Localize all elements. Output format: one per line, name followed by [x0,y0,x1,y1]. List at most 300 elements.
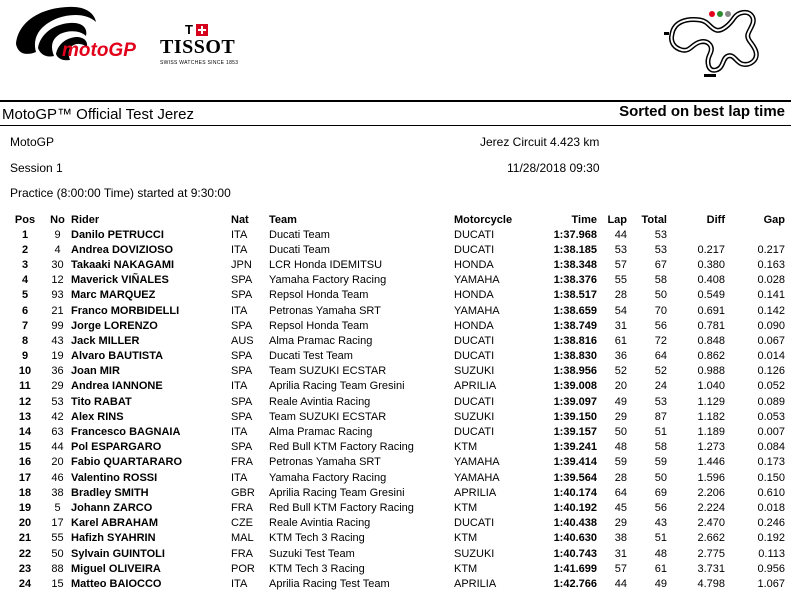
lap-cell: 20 [614,380,627,393]
motorcycle-cell: KTM [454,562,478,575]
nat-cell: SPA [231,441,253,454]
motorcycle-cell: DUCATI [454,334,495,347]
gap-cell: 0.007 [757,426,785,439]
team-cell: Reale Avintia Racing [269,517,371,530]
number-cell: 20 [51,456,64,469]
diff-cell: 2.206 [697,486,725,499]
team-cell: Ducati Team [269,228,330,241]
lap-cell: 53 [614,243,627,256]
category-label: MotoGP [10,135,55,149]
number-cell: 55 [51,532,64,545]
diff-cell: 2.470 [697,517,725,530]
number-cell: 21 [51,304,64,317]
number-cell: 36 [51,365,64,378]
diff-cell: 0.691 [697,304,725,317]
gap-cell: 0.246 [757,517,785,530]
rider-cell: Francesco BAGNAIA [71,426,181,439]
rider-cell: Alex RINS [71,410,124,423]
pos-cell: 5 [21,289,29,302]
pos-cell: 4 [21,274,29,287]
pos-cell: 9 [21,350,29,363]
gap-cell: 0.610 [757,486,785,499]
lap-cell: 44 [614,577,627,590]
team-cell: KTM Tech 3 Racing [269,562,365,575]
time-cell: 1:38.185 [553,243,597,256]
title-top-rule [0,100,791,102]
nat-cell: GBR [231,486,255,499]
circuit-label: Jerez Circuit 4.423 km [480,135,600,149]
number-cell: 46 [51,471,64,484]
time-cell: 1:41.699 [553,562,597,575]
number-cell: 12 [51,274,64,287]
number-cell: 88 [51,562,64,575]
rider-cell: Johann ZARCO [71,501,153,514]
rider-cell: Joan MIR [71,365,120,378]
rider-cell: Takaaki NAKAGAMI [71,258,175,271]
col-gap: Gap [763,214,785,226]
lap-cell: 59 [614,456,627,469]
number-cell: 63 [51,426,64,439]
time-cell: 1:39.097 [553,395,597,408]
lap-cell: 57 [614,562,627,575]
nat-cell: ITA [231,577,248,590]
pos-cell: 10 [18,365,32,378]
practice-info: Practice (8:00:00 Time) started at 9:30:00 [10,186,231,200]
table-row [6,318,791,333]
gap-cell: 0.084 [757,441,785,454]
rider-cell: Jack MILLER [71,334,140,347]
motogp-logo-text: motoGP [62,40,136,61]
time-cell: 1:40.438 [553,517,597,530]
time-cell: 1:39.241 [553,441,597,454]
total-cell: 58 [654,274,667,287]
time-cell: 1:38.659 [553,304,597,317]
number-cell: 99 [51,319,64,332]
motorcycle-cell: APRILIA [454,380,497,393]
time-cell: 1:39.157 [553,426,597,439]
pos-cell: 7 [21,319,29,332]
lap-cell: 57 [614,258,627,271]
col-lap: Lap [607,214,627,226]
table-row [6,333,791,348]
nat-cell: CZE [231,517,253,530]
motorcycle-cell: YAMAHA [454,274,500,287]
motorcycle-cell: SUZUKI [454,547,495,560]
total-cell: 58 [654,441,667,454]
col-rider: Rider [71,214,100,226]
team-cell: Yamaha Factory Racing [269,471,387,484]
table-row [6,409,791,424]
rider-cell: Sylvain GUINTOLI [71,547,165,560]
pos-cell: 15 [18,441,32,454]
team-cell: Repsol Honda Team [269,289,369,302]
diff-cell: 0.848 [697,334,725,347]
gap-cell: 0.067 [757,334,785,347]
nat-cell: ITA [231,228,248,241]
pos-cell: 22 [18,547,32,560]
gap-cell [725,227,791,242]
diff-cell: 1.189 [697,426,725,439]
time-cell: 1:39.150 [553,410,597,423]
rider-cell: Franco MORBIDELLI [71,304,180,317]
time-cell: 1:40.192 [553,501,597,514]
lap-cell: 55 [614,274,627,287]
nat-cell: SPA [231,410,253,423]
nat-cell: FRA [231,501,253,514]
total-cell: 59 [654,456,667,469]
total-cell: 56 [654,501,667,514]
number-cell: 17 [51,517,64,530]
diff-cell: 0.862 [697,350,725,363]
tissot-name: TISSOT [160,36,236,58]
rider-cell: Tito RABAT [71,395,132,408]
motorcycle-cell: APRILIA [454,577,497,590]
motorcycle-cell: YAMAHA [454,471,500,484]
total-cell: 53 [654,243,667,256]
pos-cell: 20 [18,517,32,530]
gap-cell: 0.018 [757,501,785,514]
total-cell: 51 [654,532,667,545]
motorcycle-cell: DUCATI [454,350,495,363]
gap-cell: 0.141 [757,289,785,302]
total-cell: 61 [654,562,667,575]
lap-cell: 28 [614,471,627,484]
number-cell: 9 [54,228,61,241]
time-cell: 1:38.749 [553,319,597,332]
team-cell: Ducati Test Team [269,350,353,363]
sort-label: Sorted on best lap time [619,103,785,120]
time-cell: 1:38.956 [553,365,597,378]
title-bottom-rule [0,125,791,126]
lap-cell: 29 [614,517,627,530]
diff-cell: 2.775 [697,547,725,560]
table-row [6,303,791,318]
diff-cell: 0.217 [697,243,725,256]
time-cell: 1:40.630 [553,532,597,545]
total-cell: 56 [654,319,667,332]
total-cell: 43 [654,517,667,530]
col-diff: Diff [706,214,725,226]
lap-cell: 61 [614,334,627,347]
nat-cell: JPN [231,258,252,271]
lap-cell: 45 [614,501,627,514]
gap-cell: 0.192 [757,532,785,545]
number-cell: 50 [51,547,64,560]
team-cell: Aprilia Racing Team Gresini [269,486,405,499]
gap-cell: 0.956 [757,562,785,575]
lap-cell: 28 [614,289,627,302]
total-cell: 48 [654,547,667,560]
lap-cell: 48 [614,441,627,454]
jerez-track-map-icon [660,4,770,80]
lap-cell: 54 [614,304,627,317]
rider-cell: Maverick VIÑALES [71,274,169,287]
motorcycle-cell: DUCATI [454,395,495,408]
tissot-logo [160,24,245,70]
nat-cell: FRA [231,456,253,469]
gap-cell: 0.126 [757,365,785,378]
gap-cell: 0.014 [757,350,785,363]
rider-cell: Pol ESPARGARO [71,441,162,454]
rider-cell: Alvaro BAUTISTA [71,350,164,363]
time-cell: 1:40.743 [553,547,597,560]
motorcycle-cell: HONDA [454,289,494,302]
motorcycle-cell: YAMAHA [454,304,500,317]
team-cell: Team SUZUKI ECSTAR [269,410,387,423]
lap-cell: 31 [614,319,627,332]
total-cell: 50 [654,471,667,484]
time-cell: 1:39.008 [553,380,597,393]
table-row [6,500,791,515]
rider-cell: Marc MARQUEZ [71,289,156,302]
pos-cell: 12 [18,395,32,408]
diff-cell: 0.988 [697,365,725,378]
total-cell: 49 [654,577,667,590]
table-row [6,455,791,470]
total-cell: 53 [654,228,667,241]
time-cell: 1:38.816 [553,334,597,347]
gap-cell: 0.217 [757,243,785,256]
table-row [6,349,791,364]
rider-cell: Valentino ROSSI [71,471,158,484]
col-pos: Pos [14,214,36,226]
total-cell: 69 [654,486,667,499]
gap-cell: 0.028 [757,274,785,287]
tissot-tagline: SWISS WATCHES SINCE 1853 [160,60,239,66]
header-logos [0,0,791,100]
team-cell: Alma Pramac Racing [269,426,373,439]
total-cell: 50 [654,289,667,302]
col-total: Total [641,214,667,226]
nat-cell: SPA [231,395,253,408]
total-cell: 51 [654,426,667,439]
col-nat: Nat [231,214,249,226]
team-cell: Repsol Honda Team [269,319,369,332]
time-cell: 1:38.348 [553,258,597,271]
time-cell: 1:42.766 [553,577,597,590]
rider-cell: Karel ABRAHAM [71,517,158,530]
motorcycle-cell: HONDA [454,258,494,271]
table-row [6,576,791,591]
motorcycle-cell: YAMAHA [454,456,500,469]
total-cell: 70 [654,304,667,317]
lap-cell: 36 [614,350,627,363]
number-cell: 53 [51,395,64,408]
gap-cell: 0.142 [757,304,785,317]
team-cell: Petronas Yamaha SRT [269,304,381,317]
gap-cell: 0.173 [757,456,785,469]
rider-cell: Andrea DOVIZIOSO [71,243,174,256]
pos-cell: 18 [18,486,32,499]
gap-cell: 0.089 [757,395,785,408]
table-row [6,531,791,546]
pos-cell: 8 [21,334,29,347]
team-cell: Alma Pramac Racing [269,334,373,347]
diff-cell: 2.224 [697,501,725,514]
pos-cell: 11 [19,380,31,393]
total-cell: 72 [654,334,667,347]
swiss-cross-icon [196,24,208,36]
nat-cell: MAL [231,532,254,545]
pos-cell: 24 [18,577,32,590]
lap-cell: 31 [614,547,627,560]
pos-cell: 13 [18,410,32,423]
team-cell: Reale Avintia Racing [269,395,371,408]
table-row [6,364,791,379]
total-cell: 53 [654,395,667,408]
diff-cell: 0.380 [697,258,725,271]
page-title: MotoGP™ Official Test Jerez [2,106,195,123]
motorcycle-cell: KTM [454,532,478,545]
team-cell: Suzuki Test Team [269,547,355,560]
rider-cell: Matteo BAIOCCO [71,577,162,590]
time-cell: 1:38.517 [553,289,597,302]
pos-cell: 14 [18,426,32,439]
team-cell: Aprilia Racing Test Team [269,577,390,590]
nat-cell: POR [231,562,255,575]
table-row [6,561,791,576]
motorcycle-cell: KTM [454,441,478,454]
pos-cell: 1 [21,228,29,241]
time-cell: 1:38.830 [553,350,597,363]
rider-cell: Miguel OLIVEIRA [71,562,161,575]
table-header-row [6,213,791,227]
team-cell: Red Bull KTM Factory Racing [269,501,414,514]
lap-cell: 49 [614,395,627,408]
table-row [6,242,791,257]
diff-cell: 1.596 [697,471,725,484]
gap-cell: 0.150 [757,471,785,484]
lap-cell: 52 [614,365,627,378]
nat-cell: FRA [231,547,253,560]
diff-cell: 1.040 [697,380,725,393]
lap-cell: 44 [614,228,627,241]
table-row [6,546,791,561]
pos-cell: 19 [18,501,32,514]
nat-cell: ITA [231,426,248,439]
diff-cell: 0.549 [697,289,725,302]
time-cell: 1:40.174 [553,486,597,499]
col-no: No [50,214,65,226]
number-cell: 38 [51,486,64,499]
total-cell: 64 [654,350,667,363]
total-cell: 87 [654,410,667,423]
table-row [6,424,791,439]
results-table [6,213,791,592]
results-body [6,227,791,592]
gap-cell: 0.053 [757,410,785,423]
pos-cell: 3 [21,258,29,271]
rider-cell: Bradley SMITH [71,486,149,499]
table-row [6,227,791,242]
number-cell: 44 [51,441,64,454]
time-cell: 1:38.376 [553,274,597,287]
nat-cell: SPA [231,365,253,378]
nat-cell: SPA [231,274,253,287]
tissot-t-mark: T [185,22,193,37]
pos-cell: 23 [18,562,32,575]
number-cell: 5 [54,501,61,514]
number-cell: 15 [51,577,64,590]
table-row [6,288,791,303]
team-cell: LCR Honda IDEMITSU [269,258,383,271]
table-row [6,485,791,500]
pos-cell: 6 [21,304,29,317]
pos-cell: 2 [21,243,29,256]
rider-cell: Jorge LORENZO [71,319,158,332]
team-cell: Yamaha Factory Racing [269,274,387,287]
gap-cell: 1.067 [757,577,785,590]
nat-cell: ITA [231,380,248,393]
motorcycle-cell: SUZUKI [454,410,495,423]
gap-cell: 0.090 [757,319,785,332]
pos-cell: 21 [18,532,32,545]
table-row [6,394,791,409]
number-cell: 4 [54,243,61,256]
number-cell: 29 [51,380,64,393]
diff-cell: 2.662 [697,532,725,545]
lap-cell: 64 [614,486,627,499]
team-cell: Red Bull KTM Factory Racing [269,441,414,454]
rider-cell: Andrea IANNONE [71,380,163,393]
rider-cell: Fabio QUARTARARO [71,456,183,469]
table-row [6,257,791,272]
lap-cell: 50 [614,426,627,439]
col-motorcycle: Motorcycle [454,214,513,226]
motorcycle-cell: SUZUKI [454,365,495,378]
diff-cell: 4.798 [697,577,725,590]
col-time: Time [571,214,597,226]
team-cell: Ducati Team [269,243,330,256]
rider-cell: Danilo PETRUCCI [71,228,164,241]
diff-cell [667,227,725,242]
gap-cell: 0.113 [758,547,785,560]
number-cell: 42 [51,410,64,423]
nat-cell: SPA [231,289,253,302]
motorcycle-cell: DUCATI [454,243,495,256]
nat-cell: SPA [231,350,253,363]
total-cell: 24 [654,380,667,393]
diff-cell: 1.446 [697,456,725,469]
diff-cell: 1.129 [697,395,725,408]
pos-cell: 17 [18,471,32,484]
table-row [6,516,791,531]
total-cell: 52 [654,365,667,378]
motorcycle-cell: APRILIA [454,486,497,499]
rider-cell: Hafizh SYAHRIN [71,532,156,545]
table-row [6,273,791,288]
nat-cell: ITA [231,304,248,317]
session-label: Session 1 [10,161,63,175]
table-row [6,379,791,394]
nat-cell: AUS [231,334,254,347]
time-cell: 1:39.564 [553,471,597,484]
nat-cell: ITA [231,243,248,256]
number-cell: 30 [51,258,64,271]
motorcycle-cell: DUCATI [454,228,495,241]
pos-cell: 16 [18,456,32,469]
lap-cell: 29 [614,410,627,423]
motorcycle-cell: DUCATI [454,517,495,530]
diff-cell: 1.273 [697,441,725,454]
table-row [6,440,791,455]
number-cell: 43 [51,334,64,347]
table-row [6,470,791,485]
number-cell: 93 [51,289,64,302]
total-cell: 67 [654,258,667,271]
nat-cell: ITA [231,471,248,484]
team-cell: Team SUZUKI ECSTAR [269,365,387,378]
